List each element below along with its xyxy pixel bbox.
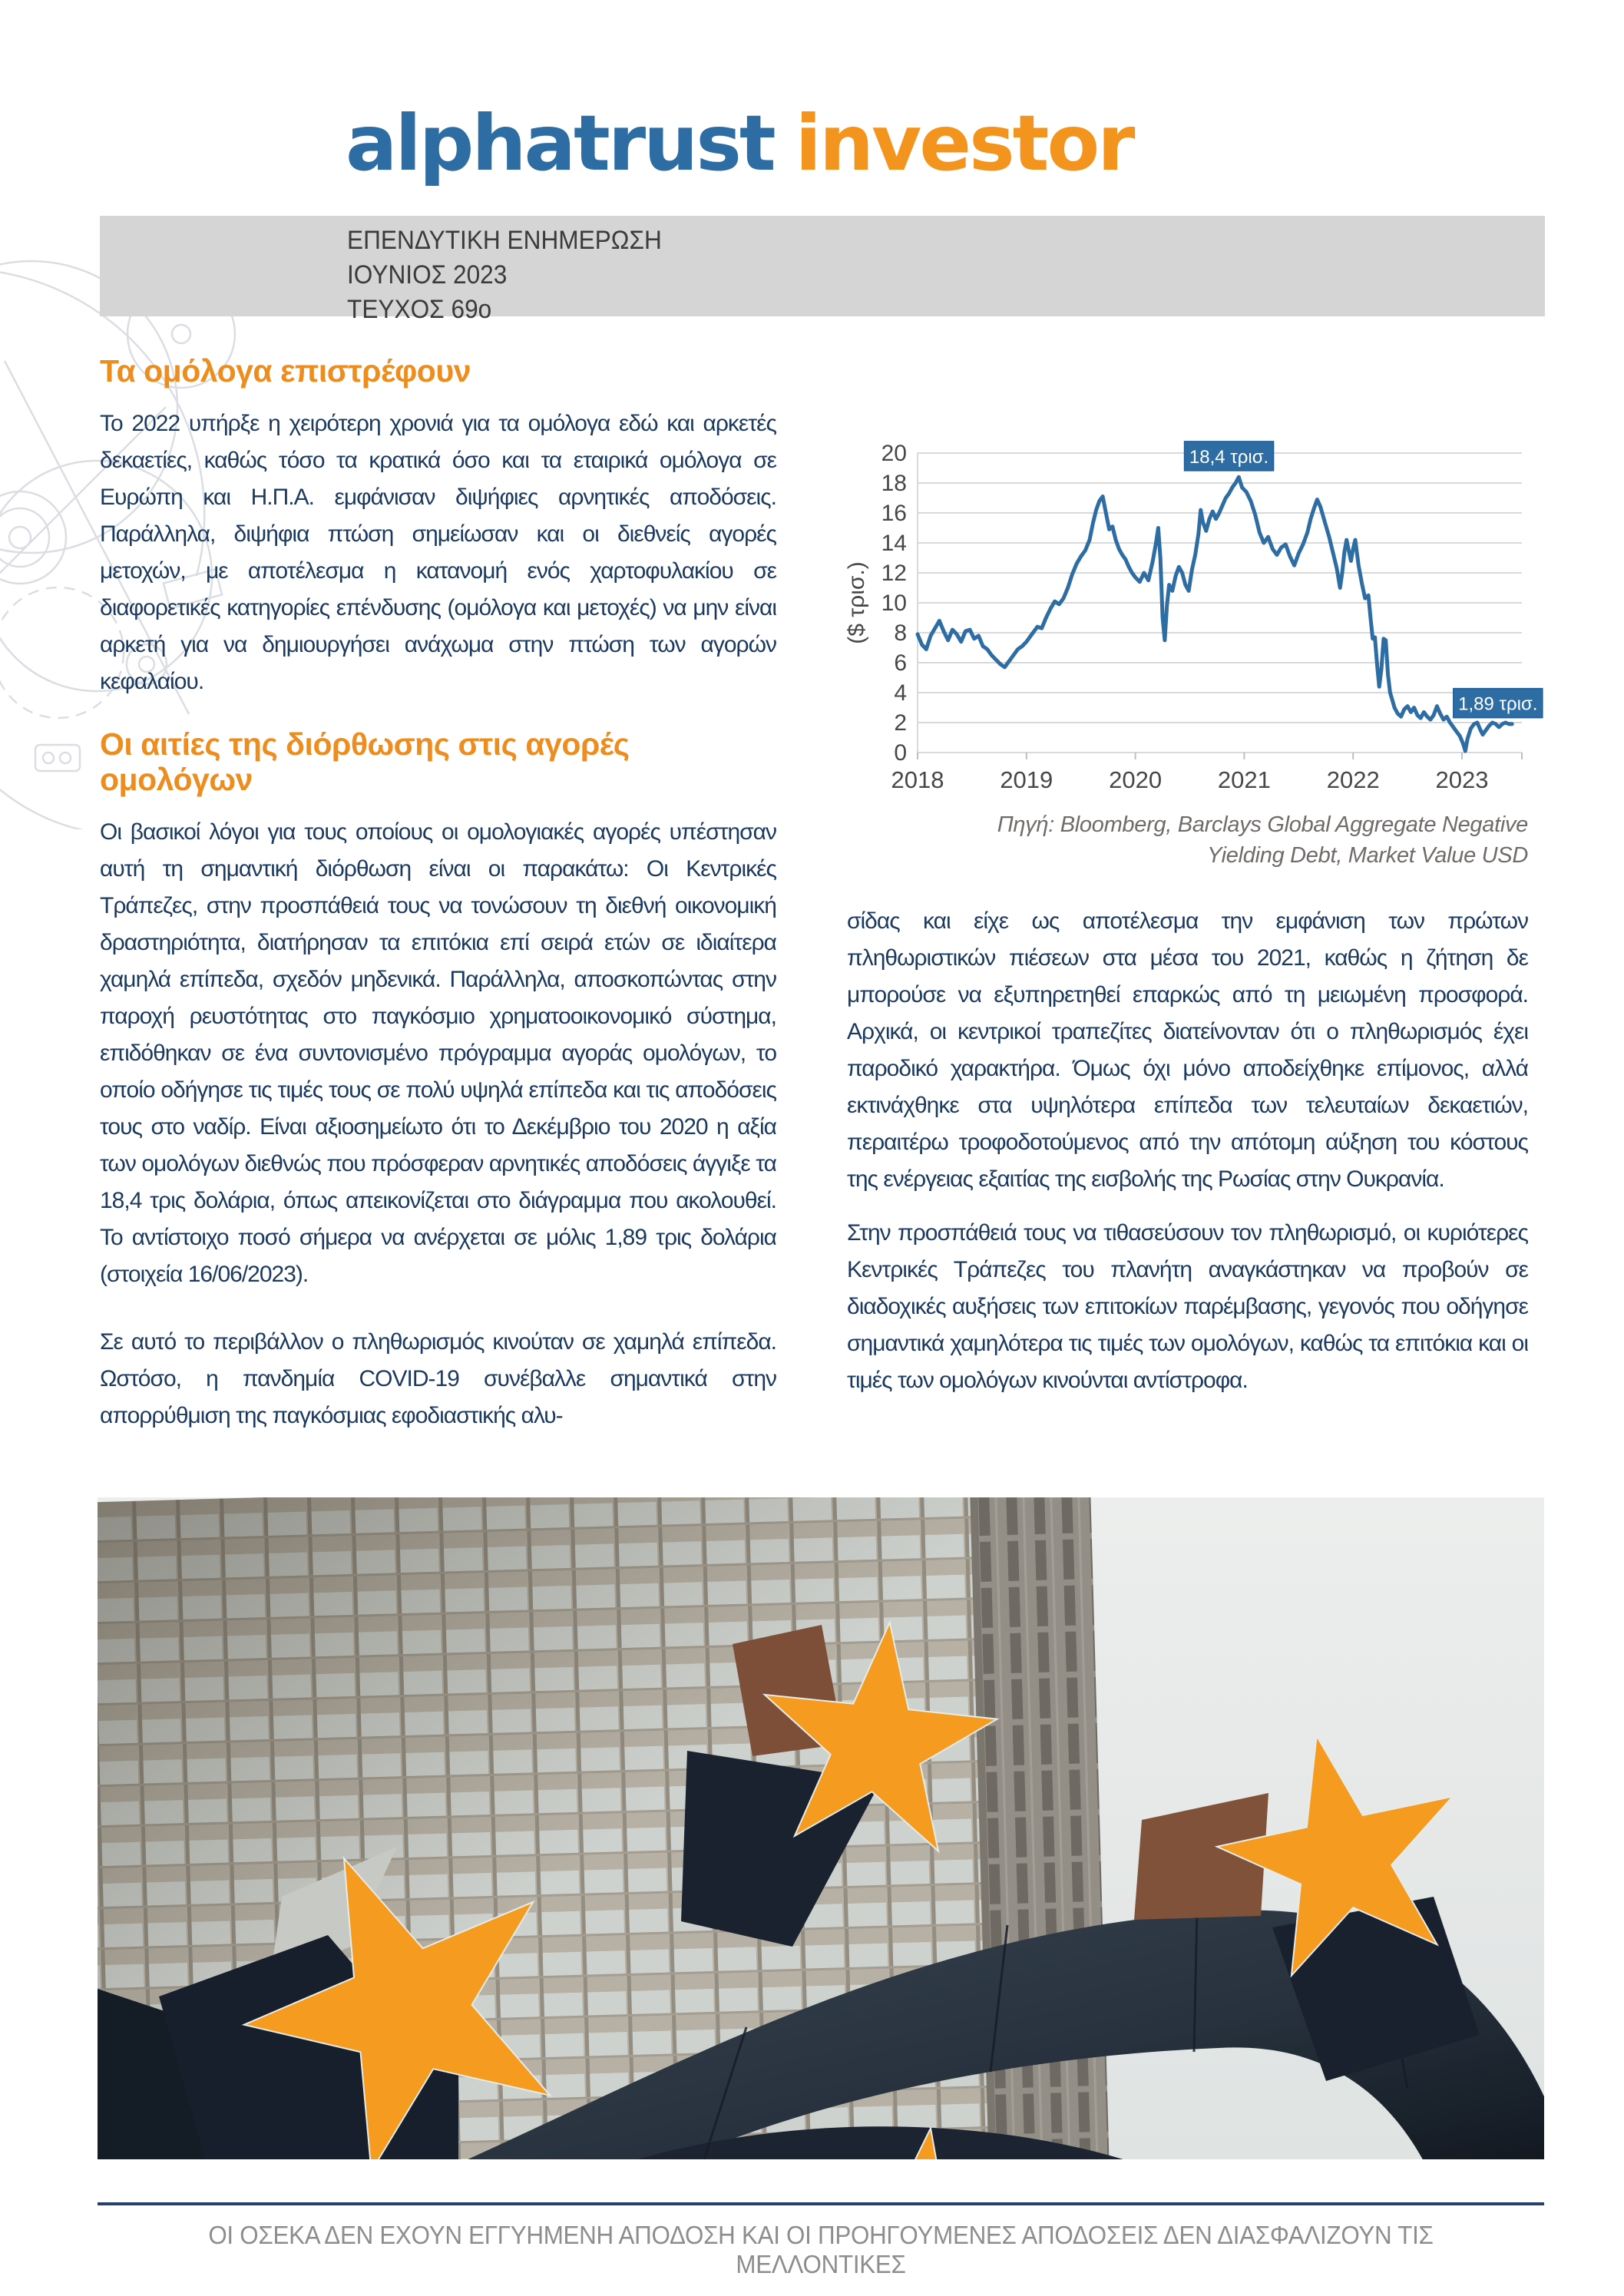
svg-text:0: 0 — [894, 740, 907, 766]
svg-text:14: 14 — [881, 531, 907, 556]
paragraph-4: σίδας και είχε ως αποτέλεσμα την εμφάνιση των πρώτων πληθωριστικών πιέσεων στα μέσα του 2021, καθώς η ζήτηση δε μπορούσε να εξυπηρετηθεί επαρκώς από τη μειωμένη προσφορά. Αρχικά, οι κεντρικοί τραπεζίτες διατείνονταν ότι ο πληθωρισμός έχει παροδικό χαρακτήρα. Όμως όχι μόνο αποδείχθηκε επίμονος, αλλά εκτινάχθηκε στα υψηλότερα επίπεδα των τελευταίων δεκαετιών, περαιτέρω τροφοδοτούμενος από την απότομη αύξηση του κόστους της ενέργειας εξαιτίας της εισβολής της Ρωσίας στην Ουκρανία. — [847, 908, 1528, 1192]
article-heading-1: Τα ομόλογα επιστρέφουν — [100, 353, 471, 389]
issue-banner-text — [347, 223, 662, 327]
right-column — [844, 421, 1538, 1416]
chart-source — [847, 809, 1528, 871]
footer-disclaimer: ΟΙ ΟΣΕΚΑ ΔΕΝ ΕΧΟΥΝ ΕΓΓΥΗΜΕΝΗ ΑΠΟΔΟΣΗ ΚΑΙ ΟΙ ΠΡΟΗΓΟΥΜΕΝΕΣ ΑΠΟΔΟΣΕΙΣ ΔΕΝ ΔΙΑΣΦΑΛΙΖΟΥΝ ΤΙΣ ΜΕΛΛΟΝΤΙΚΕΣ — [208, 2221, 1434, 2278]
bonds-chart — [844, 421, 1538, 797]
svg-text:6: 6 — [894, 650, 907, 676]
euro-sculpture-photo — [98, 1497, 1544, 2159]
svg-text:18: 18 — [881, 471, 907, 496]
svg-text:18,4 τρισ.: 18,4 τρισ. — [1189, 446, 1269, 468]
svg-text:10: 10 — [881, 591, 907, 616]
banner-line-month: ΙΟΥΝΙΟΣ 2023 — [347, 260, 508, 289]
svg-text:2019: 2019 — [1000, 766, 1053, 793]
photo-svg — [98, 1497, 1544, 2159]
banner-line-publication: ΕΠΕΝΔΥΤΙΚΗ ΕΝΗΜΕΡΩΣΗ — [347, 226, 662, 255]
svg-text:20: 20 — [881, 441, 907, 466]
chart-source-line-1: Πηγή: Bloomberg, Barclays Global Aggregate Negative — [997, 812, 1528, 837]
footer-divider — [98, 2202, 1544, 2205]
svg-text:($ τρισ.): ($ τρισ.) — [844, 561, 869, 644]
svg-text:2022: 2022 — [1326, 766, 1380, 793]
logo-investor: investor — [795, 98, 1133, 188]
svg-text:16: 16 — [881, 501, 907, 526]
svg-text:2021: 2021 — [1217, 766, 1271, 793]
issue-banner — [100, 216, 1545, 324]
article-heading-2: Οι αιτίες της διόρθωσης στις αγορές ομολόγων — [100, 726, 630, 797]
chart-svg — [844, 421, 1538, 797]
chart-source-line-2: Yielding Debt, Market Value USD — [1207, 843, 1528, 868]
paragraph-5: Στην προσπάθειά τους να τιθασεύσουν τον πληθωρισμό, οι κυριότερες Κεντρικές Τράπεζες του πλανήτη αναγκάστηκαν να προβούν σε διαδοχικές αυξήσεις των επιτοκίων παρέμβασης, γεγονός που οδήγησε σημαντικά χαμηλότερα τις τιμές των ομολόγων, καθώς τα επιτόκια και οι τιμές των ομολόγων κινούνται αντίστροφα. — [847, 1220, 1528, 1393]
banner-line-issue: ΤΕΥΧΟΣ 69ο — [347, 295, 492, 324]
logo-alphatrust: alphatrust — [346, 98, 774, 188]
paragraph-1: Το 2022 υπήρξε η χειρότερη χρονιά για τα ομόλογα εδώ και αρκετές δεκαετίες, καθώς τόσο τα κρατικά όσο και τα εταιρικά ομόλογα σε Ευρώπη και Η.Π.Α. εμφάνισαν διψήφιες αρνητικές αποδόσεις. Παράλληλα, διψήφια πτώση σημείωσαν και οι διεθνείς αγορές μετοχών, με αποτέλεσμα η κατανομή ενός χαρτοφυλακίου σε διαφορετικές κατηγορίες επένδυσης (ομόλογα και μετοχές) να μην είναι αρκετή για να δημιουργήσει ανάχωμα στην πτώση των αγορών κεφαλαίου. — [100, 411, 776, 694]
svg-text:12: 12 — [881, 561, 907, 586]
svg-text:2020: 2020 — [1109, 766, 1163, 793]
svg-text:4: 4 — [894, 680, 907, 706]
svg-text:8: 8 — [894, 620, 907, 646]
svg-text:2: 2 — [894, 710, 907, 736]
left-column — [100, 353, 776, 1451]
svg-text:2018: 2018 — [891, 766, 944, 793]
paragraph-3: Σε αυτό το περιβάλλον ο πληθωρισμός κινούταν σε χαμηλά επίπεδα. Ωστόσο, η πανδημία COVID-19 συνέβαλλε σημαντικά στην απορρύθμιση της παγκόσμιας εφοδιαστικής αλυ- — [100, 1329, 776, 1428]
logo — [346, 86, 1133, 201]
paragraph-2: Οι βασικοί λόγοι για τους οποίους οι ομολογιακές αγορές υπέστησαν αυτή τη σημαντική διόρθωση είναι οι παρακάτω: Οι Κεντρικές Τράπεζες, στην προσπάθειά τους να τονώσουν τη διεθνή οικονομική δραστηριότητα, διατήρησαν τα επιτόκια επί σειρά ετών σε ιδιαίτερα χαμηλά επίπεδα, σχεδόν μηδενικά. Παράλληλα, αποσκοπώντας στην παροχή ρευστότητας στο παγκόσμιο χρηματοοικονομικό σύστημα, επιδόθηκαν σε ένα συντονισμένο πρόγραμμα αγοράς ομολόγων, το οποίο οδήγησε τις τιμές τους σε πολύ υψηλά επίπεδα και τις αποδόσεις τους στο ναδίρ. Είναι αξιοσημείωτο ότι το Δεκέμβριο του 2020 η αξία των ομολόγων διεθνώς που πρόσφεραν αρνητικές αποδόσεις άγγιξε τα 18,4 τρις δολάρια, όπως απεικονίζεται στο διάγραμμα που ακολουθεί. Το αντίστοιχο ποσό σήμερα να ανέρχεται σε μόλις 1,89 τρις δολάρια (στοιχεία 16/06/2023). — [100, 819, 776, 1287]
svg-text:2023: 2023 — [1435, 766, 1489, 793]
svg-text:1,89 τρισ.: 1,89 τρισ. — [1458, 693, 1538, 715]
